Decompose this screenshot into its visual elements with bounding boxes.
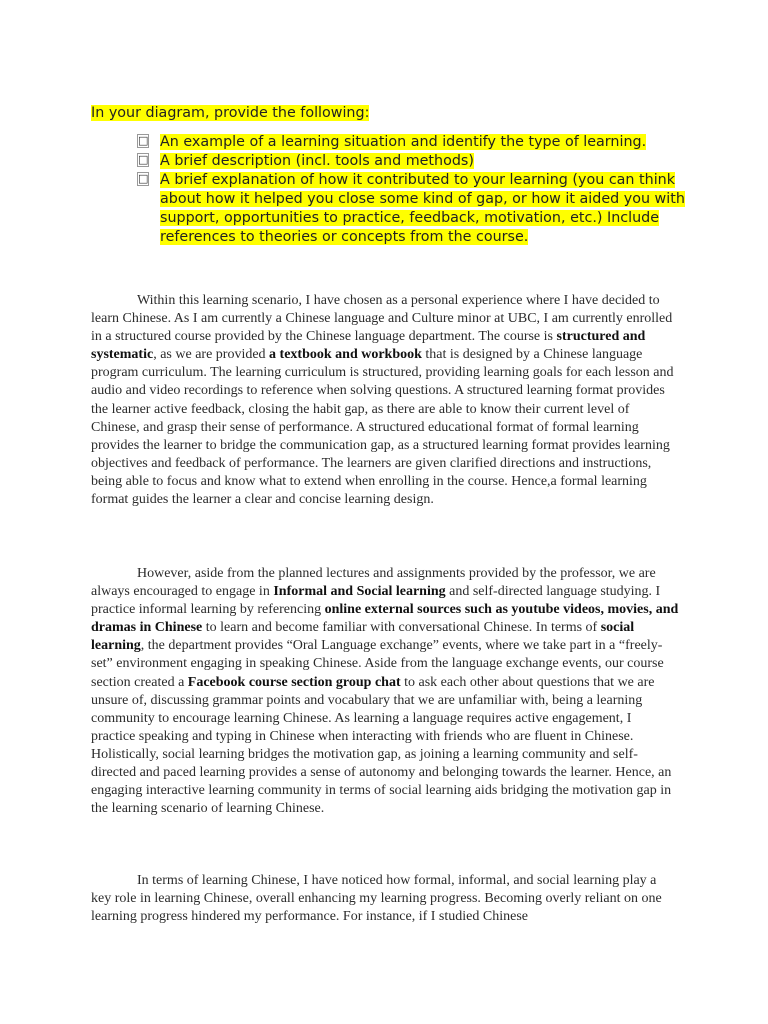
instructions-item [91,171,691,247]
instructions-item [91,152,691,171]
bullet-box-icon: □ [138,153,149,166]
instructions-heading: In your diagram, provide the following: [91,105,370,121]
body-paragraph-formal-learning: Within this learning scenario, I have chosen as a personal experience where I have decided to learn Chinese. As I am currently a Chinese language and Culture minor at UBC, I am currently enrolled in a structured course provided by the Chinese language department. The course is structured and systematic, as we are provided a textbook and workbook that is designed by a Chinese language program curriculum. The learning curriculum is structured, providing learning goals for each lesson and audio and video recordings to reference when solving questions. A structured learning format provides the learner active feedback, closing the habit gap, as there are able to know their current level of Chinese, and grasp their sense of performance. A structured educational format of formal learning provides the learner to bridge the communication gap, as a structured learning format provides learning objectives and feedback of performance. The learners are given clarified directions and instructions, being able to focus and know what to extend when enrolling in the course. Hence,a formal learning format guides the learner a clear and concise learning design. [91,293,674,508]
instructions-list [91,133,691,247]
instructions-block [91,104,691,247]
instructions-item-text: A brief explanation of how it contributed to your learning (you can think about how it helped you close some kind of gap, or how it aided you with support, opportunities to practice, feedback, motivation, etc.) Include references to theories or concepts from the course. [160,172,685,245]
instructions-item [91,133,691,152]
instructions-item-text: An example of a learning situation and identify the type of learning. [160,134,647,150]
body-paragraph-conclusion: In terms of learning Chinese, I have noticed how formal, informal, and social learning play a key role in learning Chinese, overall enhancing my learning progress. Becoming overly reliant on one learning progress hindered my performance. For instance, if I studied Chinese [91,873,662,925]
body-paragraph-informal-social-learning: However, aside from the planned lectures and assignments provided by the professor, we are always encouraged to engage in Informal and Social learning and self-directed language studying. I practice informal learning by referencing online external sources such as youtube videos, movies, and dramas in Chinese to learn and become familiar with conversational Chinese. In terms of social learning, the department provides “Oral Language exchange” events, where we take part in a “freely-set” environment engaging in speaking Chinese. Aside from the language exchange events, our course section created a Facebook course section group chat to ask each other about questions that we are unsure of, discussing grammar points and vocabulary that we are unfamiliar with, being a learning community to encourage learning Chinese. As learning a language requires active engagement, I practice speaking and typing in Chinese when interacting with friends who are fluent in Chinese. Holistically, social learning bridges the motivation gap, as joining a learning community and self-directed and paced learning provides a sense of autonomy and belonging towards the learner. Hence, an engaging interactive learning community in terms of social learning aids bridging the motivation gap in the learning scenario of learning Chinese. [91,566,679,817]
bullet-box-icon: □ [138,134,149,147]
instructions-item-text: A brief description (incl. tools and methods) [160,153,474,169]
bullet-box-icon: □ [138,172,149,185]
